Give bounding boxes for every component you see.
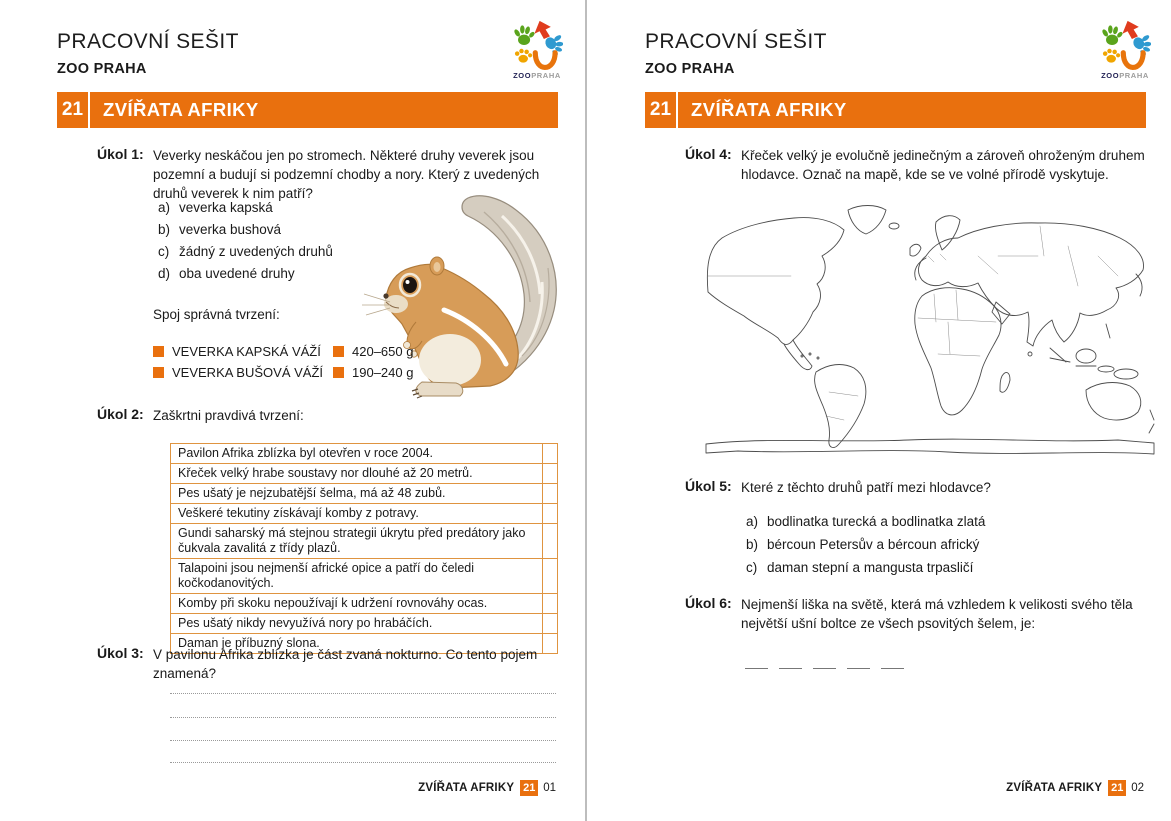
task6-label: Úkol 6: [685, 595, 732, 611]
worksheet-page-02 [588, 0, 1171, 821]
checkbox-cell [542, 444, 557, 463]
red-arrow-icon [534, 21, 550, 39]
task5-text: Které z těchto druhů patří mezi hlodavce? [741, 480, 991, 495]
answer-line [170, 693, 556, 694]
footer-chapter-number: 21 [1108, 780, 1126, 796]
chapter-title: ZVÍŘATA AFRIKY [691, 99, 847, 120]
chapter-banner [645, 92, 1146, 128]
answer-blank [745, 668, 768, 669]
page-footer: ZVÍŘATA AFRIKY 21 01 [418, 782, 556, 794]
table-row: Pes ušatý nikdy nevyužívá nory po hrabáčích. [171, 614, 557, 634]
page-subtitle: ZOO PRAHA [645, 61, 735, 77]
zoo-praha-logo-icon [1099, 20, 1151, 70]
task4-label: Úkol 4: [685, 146, 732, 162]
task1-option-b: b) veverka bushová [158, 222, 282, 237]
task3-text: V pavilonu Afrika zblízka je část zvaná nokturno. Co tento pojem znamená? [153, 647, 538, 681]
statements-table [170, 443, 558, 654]
match-left-1: VEVERKA BUŠOVÁ VÁŽÍ [153, 365, 323, 380]
orange-horseshoe-icon [535, 53, 555, 68]
table-row: Talapoini jsou nejmenší africké opice a patří do čeledi kočkodanovitých. [171, 559, 557, 594]
answer-blank [813, 668, 836, 669]
checkbox-cell [542, 594, 557, 613]
answer-line [170, 740, 556, 741]
zoo-praha-logo [1092, 20, 1158, 80]
orange-horseshoe-icon [1123, 53, 1143, 68]
table-row: Veškeré tekutiny získávají komby z potravy. [171, 504, 557, 524]
answer-blank [881, 668, 904, 669]
checkbox-cell [542, 524, 557, 558]
task5-option-b: b) bércoun Petersův a bércoun africký [746, 537, 980, 552]
match-right-1: 190–240 g [333, 365, 413, 380]
answer-line [170, 762, 556, 763]
table-row: Daman je příbuzný slona. [171, 634, 557, 653]
chapter-number: 21 [645, 92, 678, 128]
table-row: Komby při skoku nepoužívají k udržení rovnováhy ocas. [171, 594, 557, 614]
task1-option-a: a) veverka kapská [158, 200, 273, 215]
table-row: Pavilon Afrika zblízka byl otevřen v roce 2004. [171, 444, 557, 464]
checkbox-cell [542, 484, 557, 503]
task2-text: Zaškrtni pravdivá tvrzení: [153, 408, 304, 423]
country-borders [708, 226, 1118, 420]
answer-line [170, 717, 556, 718]
table-row: Křeček velký hrabe soustavy nor dlouhé až 20 metrů. [171, 464, 557, 484]
page-subtitle: ZOO PRAHA [57, 61, 147, 77]
green-hand-icon [1101, 25, 1123, 45]
checkbox-cell [542, 614, 557, 633]
page-title: PRACOVNÍ SEŠIT [57, 30, 239, 53]
checkbox-cell [542, 464, 557, 483]
orange-square-bullet [333, 367, 344, 378]
task1-option-d: d) oba uvedené druhy [158, 266, 295, 281]
chapter-number: 21 [57, 92, 90, 128]
page-divider [585, 0, 587, 821]
task1-label: Úkol 1: [97, 146, 144, 162]
yellow-paw-icon [515, 49, 532, 63]
task6-text: Nejmenší liška na světě, která má vzhledem k velikosti svého těla největší ušní boltce ze všech psovitých šelem, je: [741, 597, 1133, 631]
footer-page-number: 02 [1131, 782, 1144, 794]
page-title: PRACOVNÍ SEŠIT [645, 30, 827, 53]
table-row: Pes ušatý je nejzubatější šelma, má až 48 zubů. [171, 484, 557, 504]
task5-label: Úkol 5: [685, 478, 732, 494]
task2-label: Úkol 2: [97, 406, 144, 422]
match-right-0: 420–650 g [333, 344, 413, 359]
task1-text: Veverky neskáčou jen po stromech. Některé druhy veverek jsou pozemní a budují si podzemní chodby a nory. Který z uvedených druhů veverek k nim patří? [153, 148, 540, 201]
task3-label: Úkol 3: [97, 645, 144, 661]
task1-option-c: c) žádný z uvedených druhů [158, 244, 333, 259]
zoo-praha-logo-icon [511, 20, 563, 70]
task5-option-a: a) bodlinatka turecká a bodlinatka zlatá [746, 514, 986, 529]
world-map [698, 196, 1160, 462]
footer-chapter-number: 21 [520, 780, 538, 796]
checkbox-cell [542, 559, 557, 593]
zoo-praha-logo [504, 20, 570, 80]
zoo-praha-logo-text: ZOOPRAHA [1101, 71, 1149, 80]
answer-blank [779, 668, 802, 669]
letter-blanks [745, 668, 915, 669]
match-left-0: VEVERKA KAPSKÁ VÁŽÍ [153, 344, 321, 359]
green-hand-icon [513, 25, 535, 45]
orange-square-bullet [153, 346, 164, 357]
zoo-praha-logo-text: ZOOPRAHA [513, 71, 561, 80]
worksheet-page-01 [0, 0, 583, 821]
match-heading: Spoj správná tvrzení: [153, 307, 280, 322]
yellow-paw-icon [1103, 49, 1120, 63]
table-row: Gundi saharský má stejnou strategii úkrytu před predátory jako čukvala zavalitá z třídy plazů. [171, 524, 557, 559]
red-arrow-icon [1122, 21, 1138, 39]
task4-text: Křeček velký je evolučně jedinečným a zároveň ohroženým druhem hlodavce. Označ na mapě, kde se ve volné přírodě vyskytuje. [741, 148, 1145, 182]
chapter-banner [57, 92, 558, 128]
task5-option-c: c) daman stepní a mangusta trpasličí [746, 560, 974, 575]
footer-page-number: 01 [543, 782, 556, 794]
orange-square-bullet [153, 367, 164, 378]
answer-blank [847, 668, 870, 669]
checkbox-cell [542, 504, 557, 523]
orange-square-bullet [333, 346, 344, 357]
continent-outlines [706, 206, 1154, 455]
chapter-title: ZVÍŘATA AFRIKY [103, 99, 259, 120]
page-footer: ZVÍŘATA AFRIKY 21 02 [1006, 782, 1144, 794]
